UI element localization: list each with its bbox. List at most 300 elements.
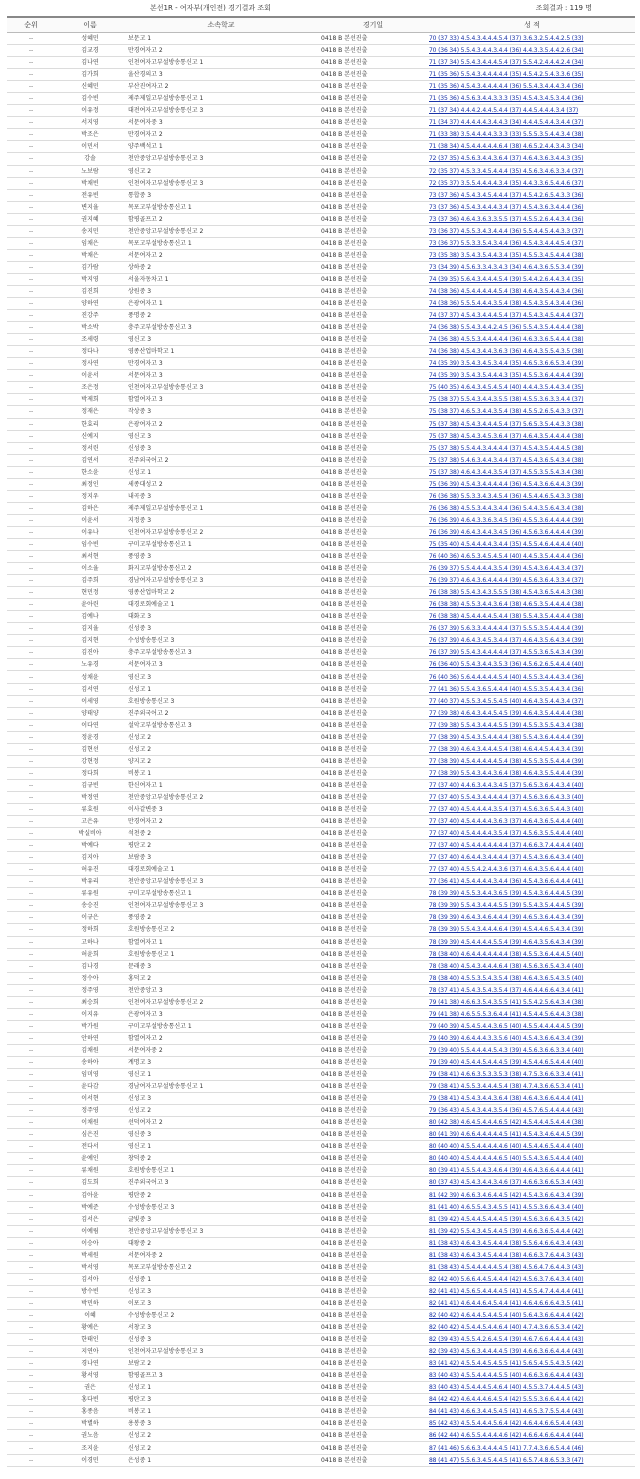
- score-link[interactable]: 77 (40 37) 4.5.5.3.4.5.5.4.5 (40) 4.6.4.3.5.4.4.3.4 (37): [429, 697, 584, 705]
- score-link[interactable]: 71 (33 38) 3.5.4.4.4.4.3.3.3 (33) 5.5.5.3.5.4.4.3.4 (38): [429, 131, 584, 139]
- score-link[interactable]: 84 (42 42) 4.6.4.4.4.6.4.5.4 (42) 5.5.5.3.6.6.4.4.4 (42): [429, 1396, 584, 1404]
- school-name: 창덕중 2: [125, 1153, 317, 1165]
- score-link[interactable]: 71 (35 36) 4.5.4.3.4.4.4.4.4 (36) 5.5.4.3.4.4.4.3.4 (36): [429, 83, 584, 91]
- score-link[interactable]: 76 (39 37) 4.6.4.3.6.4.4.4.4 (39) 4.5.6.3.6.4.3.3.4 (37): [429, 577, 584, 585]
- score-link[interactable]: 77 (39 38) 5.5.4.3.4.4.4.5.5 (39) 4.5.5.3.5.5.4.3.4 (38): [429, 721, 584, 729]
- match-date: 0418 B 본선진출: [317, 310, 429, 322]
- score-cell: [429, 972, 635, 984]
- match-date: 0418 B 본선진출: [317, 1394, 429, 1406]
- player-name: 이혜: [55, 1309, 125, 1321]
- rank-cell: --: [7, 948, 55, 960]
- score-link[interactable]: 79 (38 41) 4.5.5.3.4.4.4.5.4 (38) 4.7.4.3.6.6.5.3.4 (41): [429, 1083, 584, 1091]
- rank-cell: --: [7, 382, 55, 394]
- score-link[interactable]: 82 (40 42) 4.5.4.4.5.4.4.6.4 (40) 4.7.4.3.6.6.5.3.4 (42): [429, 1324, 584, 1332]
- score-cell: [429, 430, 635, 442]
- score-cell: [429, 1430, 635, 1442]
- score-link[interactable]: 72 (37 35) 4.5.6.3.4.4.3.6.4 (37) 4.6.4.3.6.3.4.4.3 (35): [429, 155, 584, 163]
- score-link[interactable]: 81 (42 39) 4.6.6.3.4.6.4.4.5 (42) 4.5.4.3.6.6.4.3.4 (39): [429, 1191, 584, 1199]
- score-link[interactable]: 78 (38 40) 4.6.4.4.4.4.4.4.4 (38) 4.5.5.3.6.4.4.4.5 (40): [429, 950, 584, 958]
- score-link[interactable]: 74 (37 37) 4.5.4.3.4.4.4.5.4 (37) 4.5.4.3.4.5.4.4.4 (37): [429, 312, 584, 320]
- match-date: 0418 B 본선진출: [317, 647, 429, 659]
- score-link[interactable]: 78 (39 39) 5.5.4.3.4.4.4.5.5 (39) 5.5.4.3.5.4.4.4.5 (39): [429, 902, 584, 910]
- rank-cell: --: [7, 671, 55, 683]
- rank-cell: --: [7, 502, 55, 514]
- player-name: 강현정: [55, 755, 125, 767]
- score-link[interactable]: 77 (36 41) 4.5.4.4.4.4.3.4.4 (36) 4.5.4.3.6.6.4.4.4 (41): [429, 878, 584, 886]
- score-cell: [429, 153, 635, 165]
- table-header-row: [7, 17, 635, 33]
- rank-cell: --: [7, 1201, 55, 1213]
- score-link[interactable]: 79 (38 41) 4.5.4.3.4.4.3.6.4 (38) 4.6.4.3.6.6.4.4.4 (41): [429, 1095, 584, 1103]
- rank-cell: --: [7, 1020, 55, 1032]
- score-link[interactable]: 79 (39 40) 4.5.4.4.5.4.4.4.5 (39) 4.5.4.4.6.5.4.4.4 (40): [429, 1059, 584, 1066]
- school-name: 목포고부설방송통신고 1: [125, 201, 317, 213]
- score-link[interactable]: 74 (35 39) 3.5.4.3.5.4.4.4.3 (35) 4.5.5.3.6.4.4.4.4 (39): [429, 372, 584, 380]
- score-cell: [429, 237, 635, 249]
- score-cell: [429, 129, 635, 141]
- school-name: 신성고 2: [125, 743, 317, 755]
- table-row: [7, 1273, 635, 1285]
- player-name: 김지율: [55, 623, 125, 635]
- score-link[interactable]: 81 (38 43) 4.5.4.4.4.4.4.5.4 (38) 4.5.6.4.7.6.4.4.3 (43): [429, 1263, 584, 1271]
- rank-cell: --: [7, 310, 55, 322]
- score-link[interactable]: 75 (38 37) 4.6.5.3.4.4.3.5.4 (38) 4.5.5.2.6.5.4.3.3 (37): [429, 408, 584, 416]
- match-date: 0418 B 본선진출: [317, 261, 429, 273]
- score-link[interactable]: 87 (41 46) 5.6.6.3.4.4.4.4.5 (41) 7.7.4.3.6.6.5.4.4 (46): [429, 1444, 584, 1452]
- score-link[interactable]: 79 (38 41) 4.6.6.3.5.3.3.5.3 (38) 4.7.5.3.6.6.3.3.4 (41): [429, 1071, 584, 1079]
- table-row: [7, 779, 635, 791]
- table-row: [7, 442, 635, 454]
- score-cell: [429, 804, 635, 816]
- match-date: 0418 B 본선진출: [317, 1165, 429, 1177]
- score-cell: [429, 900, 635, 912]
- score-cell: [429, 864, 635, 876]
- player-name: 조은정: [55, 382, 125, 394]
- score-link[interactable]: 88 (41 47) 5.5.6.3.4.5.4.4.5 (41) 6.5.7.4.8.6.5.3.3 (47): [429, 1456, 584, 1464]
- score-link[interactable]: 73 (37 36) 4.5.4.3.4.5.4.4.4 (37) 4.5.4.2.6.5.4.3.3 (36): [429, 191, 584, 199]
- score-link[interactable]: 77 (41 36) 5.5.4.3.6.5.4.4.4 (40) 4.5.5.3.5.4.4.3.4 (36): [429, 685, 584, 693]
- score-cell: [429, 382, 635, 394]
- rank-cell: --: [7, 418, 55, 430]
- school-name: 신성고 2: [125, 731, 317, 743]
- rank-cell: --: [7, 1117, 55, 1129]
- score-link[interactable]: 81 (41 40) 4.6.5.5.4.3.4.5.5 (41) 4.5.5.3.6.6.4.3.4 (40): [429, 1203, 584, 1211]
- score-link[interactable]: 80 (40 40) 4.5.4.4.4.4.4.6.5 (40) 5.5.4.3.6.5.4.4.4 (40): [429, 1155, 584, 1163]
- score-link[interactable]: 81 (38 43) 4.6.4.3.4.5.4.4.4 (38) 5.5.6.4.6.6.4.3.4 (43): [429, 1239, 584, 1247]
- score-link[interactable]: 76 (36 38) 5.5.3.3.4.3.4.5.4 (36) 4.5.4.4.6.5.4.3.3 (38): [429, 492, 584, 500]
- match-date: 0418 B 본선진출: [317, 237, 429, 249]
- score-link[interactable]: 81 (39 42) 4.5.4.4.5.4.4.4.5 (39) 4.5.6.3.6.6.4.3.5 (42): [429, 1215, 584, 1223]
- score-link[interactable]: 82 (41 41) 4.5.6.5.4.4.4.4.5 (41) 4.5.5.4.7.4.4.4.4 (41): [429, 1287, 584, 1295]
- score-link[interactable]: 71 (35 36) 5.5.4.3.4.4.4.4.4 (35) 4.5.4.2.5.4.3.3.6 (35): [429, 71, 584, 79]
- score-link[interactable]: 77 (37 40) 4.5.4.4.4.4.4.4.4 (37) 4.6.6.3.7.4.4.4.4 (40): [429, 842, 584, 850]
- rank-cell: --: [7, 1093, 55, 1105]
- score-cell: [429, 201, 635, 213]
- score-link[interactable]: 80 (37 43) 4.5.4.3.4.4.3.4.6 (37) 4.6.6.3.6.6.5.3.4 (43): [429, 1179, 584, 1187]
- score-link[interactable]: 77 (37 40) 4.5.4.4.4.4.3.5.4 (37) 4.5.6.3.6.5.4.4.3 (40): [429, 806, 584, 814]
- player-name: 김주희: [55, 575, 125, 587]
- match-date: 0418 B 본선진출: [317, 201, 429, 213]
- player-name: 고하나: [55, 936, 125, 948]
- rank-cell: --: [7, 888, 55, 900]
- school-name: 영신고 1: [125, 1069, 317, 1081]
- score-link[interactable]: 75 (37 38) 4.5.4.3.4.5.3.6.4 (37) 4.6.4.3.5.4.4.4.4 (38): [429, 432, 584, 440]
- table-row: [7, 1141, 635, 1153]
- school-name: 이사같변중 3: [125, 804, 317, 816]
- score-link[interactable]: 76 (38 38) 5.5.4.3.4.3.5.5.5 (38) 4.5.4.3.6.5.4.4.3 (38): [429, 589, 584, 597]
- match-date: 0418 B 본선진출: [317, 514, 429, 526]
- match-date: 0418 B 본선진출: [317, 1032, 429, 1044]
- table-row: [7, 466, 635, 478]
- match-date: 0418 B 본선진출: [317, 358, 429, 370]
- score-link[interactable]: 73 (35 38) 3.5.4.3.5.4.4.3.4 (35) 4.5.5.3.4.5.4.4.4 (38): [429, 251, 584, 259]
- table-row: [7, 237, 635, 249]
- score-link[interactable]: 83 (40 43) 4.5.5.4.4.4.4.5.5 (40) 4.6.6.3.6.6.4.4.4 (43): [429, 1372, 584, 1380]
- match-date: 0418 B 본선진출: [317, 551, 429, 563]
- school-name: 신성고 3: [125, 1285, 317, 1297]
- score-link[interactable]: 75 (38 37) 5.5.4.3.4.4.3.5.5 (38) 4.5.5.3.6.3.3.4.4 (37): [429, 396, 584, 404]
- school-name: 서울자동차고 1: [125, 273, 317, 285]
- score-link[interactable]: 77 (38 39) 5.5.4.3.4.4.3.6.4 (38) 4.6.4.3.5.5.4.4.4 (39): [429, 769, 584, 777]
- score-link[interactable]: 85 (42 43) 4.5.5.4.4.4.5.6.4 (42) 4.6.4.4.6.6.5.4.4 (43): [429, 1420, 584, 1428]
- score-link[interactable]: 77 (38 39) 4.5.4.3.5.4.4.4.4 (38) 5.5.4.3.6.4.4.4.4 (39): [429, 733, 584, 741]
- table-row: [7, 117, 635, 129]
- player-name: 박정연: [55, 791, 125, 803]
- rank-cell: --: [7, 249, 55, 261]
- score-link[interactable]: 84 (41 43) 4.6.6.3.4.4.5.4.5 (41) 4.6.5.3.7.5.5.4.4 (43): [429, 1408, 584, 1416]
- table-row: [7, 1225, 635, 1237]
- player-name: 허유진: [55, 864, 125, 876]
- match-date: 0418 B 본선진출: [317, 1225, 429, 1237]
- player-name: 이민서: [55, 141, 125, 153]
- rank-cell: --: [7, 273, 55, 285]
- score-link[interactable]: 74 (39 35) 5.6.4.3.4.4.4.5.4 (39) 5.4.4.2.6.4.4.3.4 (35): [429, 275, 584, 283]
- match-date: 0418 B 본선진출: [317, 611, 429, 623]
- score-link[interactable]: 76 (36 40) 5.5.4.3.4.4.3.5.3 (36) 4.5.6.2.6.5.4.4.4 (40): [429, 661, 584, 669]
- score-cell: [429, 141, 635, 153]
- table-row: [7, 984, 635, 996]
- match-date: 0418 B 본선진출: [317, 153, 429, 165]
- rank-cell: --: [7, 1309, 55, 1321]
- score-cell: [429, 1069, 635, 1081]
- score-link[interactable]: 80 (39 41) 4.5.5.4.4.3.4.6.4 (39) 4.6.4.3.6.6.4.4.4 (41): [429, 1167, 584, 1175]
- rank-cell: --: [7, 623, 55, 635]
- school-name: 호원방송통신고 2: [125, 924, 317, 936]
- score-link[interactable]: 73 (37 36) 4.6.4.3.6.3.3.5.5 (37) 4.5.5.2.6.4.4.3.4 (36): [429, 215, 584, 223]
- rank-cell: --: [7, 538, 55, 550]
- score-link[interactable]: 80 (41 39) 4.6.6.4.4.4.4.4.5 (41) 4.5.4.3.4.6.4.4.5 (39): [429, 1131, 584, 1139]
- score-link[interactable]: 75 (37 38) 5.4.6.3.4.4.3.4.4 (37) 4.5.4.3.6.5.4.3.4 (38): [429, 456, 584, 464]
- rank-cell: --: [7, 719, 55, 731]
- score-cell: [429, 828, 635, 840]
- col-name-header: 이름: [55, 17, 125, 33]
- score-link[interactable]: 82 (42 40) 5.6.6.4.4.5.4.4.4 (42) 4.5.6.3.7.6.4.3.4 (40): [429, 1275, 584, 1283]
- score-link[interactable]: 75 (36 39) 4.5.4.3.4.4.4.4.4 (36) 4.5.4.3.6.6.4.4.3 (39): [429, 480, 584, 488]
- player-name: 이세영: [55, 695, 125, 707]
- school-name: 평탄중 2: [125, 1189, 317, 1201]
- score-link[interactable]: 74 (36 38) 4.5.5.3.4.4.4.4.4 (36) 4.6.3.3.6.5.4.4.4 (38): [429, 336, 584, 344]
- score-link[interactable]: 77 (37 40) 4.5.4.4.4.4.3.5.4 (37) 4.5.6.3.5.5.4.4.4 (40): [429, 830, 584, 838]
- score-link[interactable]: 78 (39 39) 4.5.5.3.4.4.3.6.5 (39) 4.5.4.3.6.4.4.4.5 (39): [429, 890, 584, 898]
- rank-cell: --: [7, 33, 55, 45]
- school-name: 계명고 3: [125, 1056, 317, 1068]
- player-name: 이유나: [55, 526, 125, 538]
- player-name: 이다연: [55, 719, 125, 731]
- match-date: 0418 B 본선진출: [317, 189, 429, 201]
- score-link[interactable]: 76 (40 36) 4.6.5.3.4.5.4.5.4 (40) 4.4.5.3.5.4.4.4.4 (36): [429, 553, 584, 561]
- score-link[interactable]: 75 (35 40) 4.5.4.4.4.4.3.4.4 (35) 4.5.5.4.6.4.4.4.4 (40): [429, 540, 584, 548]
- score-link[interactable]: 76 (40 36) 5.6.4.4.4.4.4.5.4 (40) 4.5.5.3.4.4.4.3.4 (36): [429, 673, 584, 681]
- school-name: 서문여자고 3: [125, 659, 317, 671]
- match-date: 0418 B 본선진출: [317, 936, 429, 948]
- rank-cell: --: [7, 514, 55, 526]
- school-name: 제주제일고부설방송통신고 1: [125, 502, 317, 514]
- rank-cell: --: [7, 1442, 55, 1454]
- score-link[interactable]: 74 (36 38) 5.5.4.3.4.4.2.4.5 (36) 5.5.4.3.5.4.4.4.4 (38): [429, 324, 584, 332]
- score-link[interactable]: 70 (36 34) 5.5.4.3.4.4.3.4.4 (36) 4.4.3.3.5.4.4.2.6 (34): [429, 47, 584, 55]
- player-name: 김규빈: [55, 779, 125, 791]
- rank-cell: --: [7, 1189, 55, 1201]
- school-name: 수성방송통신고 3: [125, 1201, 317, 1213]
- score-link[interactable]: 79 (36 43) 4.5.4.3.4.4.3.5.4 (36) 4.5.7.6.5.4.4.4.4 (43): [429, 1107, 584, 1115]
- player-name: 송하아: [55, 1056, 125, 1068]
- score-link[interactable]: 71 (35 36) 4.5.6.3.4.4.3.3.3 (35) 4.5.4.3.4.5.3.4.4 (36): [429, 95, 584, 103]
- score-link[interactable]: 76 (39 37) 5.5.4.4.4.4.3.5.4 (39) 4.5.4.3.6.4.4.3.4 (37): [429, 565, 584, 573]
- score-link[interactable]: 76 (37 39) 5.6.3.3.4.4.4.4.4 (37) 5.5.5.3.5.4.4.4.4 (39): [429, 625, 584, 633]
- score-cell: [429, 310, 635, 322]
- school-name: 영신고 3: [125, 671, 317, 683]
- school-name: 화지고부설방송통신고 2: [125, 563, 317, 575]
- score-link[interactable]: 73 (34 39) 4.5.6.3.3.4.3.4.3 (34) 4.6.4.3.6.5.5.3.4 (39): [429, 263, 584, 271]
- table-row: [7, 1008, 635, 1020]
- player-name: 박소박: [55, 322, 125, 334]
- score-link[interactable]: 82 (39 43) 4.5.5.4.2.6.4.5.4 (39) 4.6.7.6.6.4.4.4.4 (43): [429, 1336, 584, 1344]
- score-link[interactable]: 79 (41 38) 4.6.5.5.5.3.6.4.4 (41) 4.5.4.4.5.6.4.4.3 (38): [429, 1010, 584, 1018]
- table-row: [7, 960, 635, 972]
- match-date: 0418 B 본선진출: [317, 731, 429, 743]
- score-cell: [429, 478, 635, 490]
- school-name: 비봉고 1: [125, 1406, 317, 1418]
- score-link[interactable]: 76 (36 39) 4.6.4.3.3.6.3.4.5 (36) 4.5.5.3.6.4.4.4.4 (39): [429, 516, 584, 524]
- score-link[interactable]: 74 (38 36) 4.5.4.4.4.4.4.5.4 (38) 4.6.4.3.5.4.4.3.4 (36): [429, 288, 584, 295]
- score-link[interactable]: 72 (35 37) 4.5.3.3.4.5.4.4.4 (35) 4.5.6.3.4.6.3.3.4 (37): [429, 167, 584, 175]
- score-link[interactable]: 79 (40 39) 4.5.4.5.4.4.3.6.5 (40) 4.5.5.4.4.4.4.4.5 (39): [429, 1022, 584, 1030]
- score-cell: [429, 683, 635, 695]
- results-header: [0, 0, 640, 16]
- rank-cell: --: [7, 1141, 55, 1153]
- player-name: 최서현: [55, 551, 125, 563]
- table-row: [7, 1056, 635, 1068]
- match-date: 0418 B 본선진출: [317, 828, 429, 840]
- score-link[interactable]: 78 (37 41) 4.5.4.3.5.4.3.5.4 (37) 4.6.4.4.6.6.4.3.4 (41): [429, 986, 584, 994]
- score-link[interactable]: 78 (38 40) 4.5.4.3.4.4.4.6.4 (38) 4.5.6.3.6.5.4.3.4 (40): [429, 962, 584, 970]
- table-row: [7, 201, 635, 213]
- match-date: 0418 B 본선진출: [317, 177, 429, 189]
- rank-cell: --: [7, 478, 55, 490]
- table-row: [7, 936, 635, 948]
- table-row: [7, 1430, 635, 1442]
- player-name: 김지아: [55, 852, 125, 864]
- score-link[interactable]: 86 (42 44) 4.6.5.5.4.4.4.4.6 (42) 4.6.6.4.6.6.4.4.4 (44): [429, 1432, 584, 1440]
- score-link[interactable]: 75 (37 38) 4.5.4.3.4.4.4.5.4 (37) 5.6.5.3.5.4.4.3.3 (38): [429, 420, 584, 428]
- player-name: 김나연: [55, 57, 125, 69]
- score-cell: [429, 45, 635, 57]
- rank-cell: --: [7, 1069, 55, 1081]
- rank-cell: --: [7, 924, 55, 936]
- score-link[interactable]: 76 (38 38) 4.5.4.4.4.4.5.4.4 (38) 5.5.4.3.5.4.4.4.4 (38): [429, 613, 584, 621]
- score-link[interactable]: 77 (39 38) 4.6.4.3.4.4.5.4.5 (39) 4.6.4.3.5.4.4.4.4 (38): [429, 709, 584, 717]
- score-cell: [429, 93, 635, 105]
- score-link[interactable]: 81 (38 43) 4.6.4.3.4.5.4.4.4 (38) 4.6.6.3.7.6.4.4.3 (43): [429, 1251, 584, 1259]
- match-date: 0418 B 본선진출: [317, 33, 429, 45]
- score-cell: [429, 671, 635, 683]
- score-link[interactable]: 77 (37 40) 4.4.6.3.4.4.3.4.5 (37) 5.6.5.3.6.4.4.3.4 (40): [429, 781, 584, 789]
- table-row: [7, 900, 635, 912]
- player-name: 최정인: [55, 478, 125, 490]
- score-link[interactable]: 71 (37 34) 4.4.4.2.4.4.5.4.4 (37) 4.4.5.4.4.4.3.4 (37): [429, 107, 579, 115]
- score-link[interactable]: 75 (37 38) 4.6.4.3.4.4.3.5.4 (37) 4.5.5.3.5.5.4.3.4 (38): [429, 468, 584, 476]
- table-row: [7, 165, 635, 177]
- player-name: 김서연: [55, 683, 125, 695]
- table-row: [7, 599, 635, 611]
- rank-cell: --: [7, 647, 55, 659]
- score-cell: [429, 490, 635, 502]
- score-link[interactable]: 77 (38 39) 4.6.4.3.4.4.4.5.4 (38) 4.6.4.4.5.4.4.3.4 (39): [429, 745, 584, 753]
- score-link[interactable]: 79 (39 40) 5.5.4.4.4.4.5.4.3 (39) 4.5.6.3.6.6.3.3.4 (40): [429, 1046, 584, 1054]
- score-link[interactable]: 74 (38 36) 5.5.5.4.4.4.3.5.4 (38) 4.5.4.3.5.4.3.4.4 (36): [429, 300, 584, 308]
- school-name: 글빛중 3: [125, 1213, 317, 1225]
- score-link[interactable]: 77 (38 39) 4.5.4.4.4.4.4.5.4 (38) 4.5.5.3.5.5.4.4.4 (39): [429, 757, 584, 765]
- rank-cell: --: [7, 587, 55, 599]
- rank-cell: --: [7, 213, 55, 225]
- table-row: [7, 852, 635, 864]
- score-link[interactable]: 81 (39 42) 5.5.4.3.4.5.4.4.5 (39) 4.6.6.3.6.5.4.4.4 (42): [429, 1227, 584, 1235]
- school-name: 신성고 3: [125, 1093, 317, 1105]
- school-name: 인천여자고부설방송통신고 2: [125, 996, 317, 1008]
- score-link[interactable]: 77 (37 40) 4.5.4.4.4.4.3.6.3 (37) 4.6.4.3.6.5.4.4.4 (40): [429, 818, 584, 826]
- score-link[interactable]: 75 (40 35) 4.6.4.3.4.5.4.5.4 (40) 4.4.4.3.5.4.4.3.4 (35): [429, 384, 584, 392]
- table-row: [7, 526, 635, 538]
- rank-cell: --: [7, 1008, 55, 1020]
- score-link[interactable]: 71 (37 34) 5.5.4.3.4.4.4.5.4 (37) 5.5.4.2.4.4.4.2.4 (34): [429, 59, 584, 67]
- score-cell: [429, 575, 635, 587]
- score-link[interactable]: 77 (37 40) 4.6.4.4.3.4.4.4.4 (37) 4.5.4.3.6.6.4.3.4 (40): [429, 854, 584, 862]
- player-name: 김채원: [55, 1044, 125, 1056]
- table-row: [7, 1105, 635, 1117]
- score-link[interactable]: 82 (41 41) 4.6.4.4.6.4.5.4.4 (41) 4.6.4.6.6.6.4.3.5 (41): [429, 1299, 584, 1307]
- match-date: 0418 B 본선진출: [317, 394, 429, 406]
- match-date: 0418 B 본선진출: [317, 273, 429, 285]
- match-date: 0418 B 본선진출: [317, 888, 429, 900]
- school-name: 신성중 3: [125, 1334, 317, 1346]
- player-name: 한태인: [55, 1334, 125, 1346]
- player-name: 김도희: [55, 1177, 125, 1189]
- score-link[interactable]: 80 (42 38) 4.6.4.5.4.4.4.6.5 (42) 4.5.4.4.4.5.4.4.4 (38): [429, 1119, 584, 1127]
- score-link[interactable]: 72 (35 37) 3.5.5.4.4.4.4.3.4 (35) 4.4.3.3.6.5.4.4.6 (37): [429, 179, 584, 187]
- table-row: [7, 273, 635, 285]
- match-date: 0418 B 본선진출: [317, 876, 429, 888]
- table-row: [7, 334, 635, 346]
- rank-cell: --: [7, 779, 55, 791]
- score-link[interactable]: 83 (40 43) 4.5.4.4.4.5.4.6.4 (40) 4.5.5.3.7.4.4.4.5 (43): [429, 1384, 584, 1392]
- score-link[interactable]: 73 (36 37) 5.5.3.3.5.4.3.4.4 (36) 4.5.4.3.4.4.4.5.4 (37): [429, 239, 584, 247]
- match-date: 0418 B 본선진출: [317, 719, 429, 731]
- score-link[interactable]: 71 (38 34) 4.5.4.4.4.4.4.6.4 (38) 4.6.5.2.4.4.3.4.3 (34): [429, 143, 584, 151]
- score-link[interactable]: 78 (39 39) 4.5.4.4.4.4.5.5.4 (39) 4.6.4.3.5.6.4.3.4 (39): [429, 938, 584, 946]
- score-link[interactable]: 77 (37 40) 4.5.5.4.2.4.4.3.6 (37) 4.6.4.3.5.6.4.4.4 (40): [429, 866, 584, 874]
- player-name: 박실비아: [55, 828, 125, 840]
- score-link[interactable]: 76 (36 38) 4.5.5.3.4.4.3.4.4 (36) 5.4.4.3.5.6.4.3.4 (38): [429, 504, 584, 512]
- score-cell: [429, 755, 635, 767]
- school-name: 천안중앙고 3: [125, 984, 317, 996]
- score-link[interactable]: 76 (37 39) 5.5.4.3.4.4.4.4.4 (37) 4.5.5.3.6.5.4.3.4 (39): [429, 649, 584, 657]
- table-row: [7, 743, 635, 755]
- player-name: 박채은: [55, 249, 125, 261]
- school-name: 수성방송통신고 2: [125, 1309, 317, 1321]
- rank-cell: --: [7, 635, 55, 647]
- school-name: 만경여자고 3: [125, 358, 317, 370]
- school-name: 목포고부설방송통신고 1: [125, 237, 317, 249]
- player-name: 현민정: [55, 587, 125, 599]
- score-link[interactable]: 71 (34 37) 4.4.4.4.4.3.4.4.3 (34) 4.4.4.5.4.4.3.4.4 (37): [429, 119, 584, 127]
- score-link[interactable]: 75 (37 38) 5.5.4.4.3.4.4.4.4 (37) 4.5.4.3.5.4.4.4.5 (38): [429, 444, 584, 452]
- rank-cell: --: [7, 876, 55, 888]
- score-link[interactable]: 70 (37 33) 4.5.4.3.4.4.4.5.4 (37) 3.6.3.2.5.4.4.2.5 (33): [429, 35, 584, 43]
- score-link[interactable]: 78 (39 39) 5.5.4.3.4.4.4.6.4 (39) 4.5.4.4.6.5.4.3.4 (39): [429, 926, 584, 934]
- table-row: [7, 972, 635, 984]
- score-link[interactable]: 74 (36 38) 4.5.4.3.4.4.3.6.3 (36) 4.6.4.3.5.5.4.3.5 (38): [429, 348, 584, 356]
- rank-cell: --: [7, 225, 55, 237]
- score-cell: [429, 1358, 635, 1370]
- school-name: 대화고 3: [125, 611, 317, 623]
- score-cell: [429, 189, 635, 201]
- score-link[interactable]: 76 (37 39) 4.6.4.3.4.5.3.4.4 (37) 4.6.4.3.5.6.4.3.4 (39): [429, 637, 584, 645]
- score-cell: [429, 731, 635, 743]
- player-name: 이서현: [55, 1093, 125, 1105]
- school-name: 이포고 3: [125, 1297, 317, 1309]
- rank-cell: --: [7, 755, 55, 767]
- score-link[interactable]: 74 (35 39) 3.5.4.3.4.5.3.4.4 (35) 4.6.5.3.6.6.5.3.4 (39): [429, 360, 584, 368]
- rank-cell: --: [7, 599, 55, 611]
- rank-cell: --: [7, 1394, 55, 1406]
- match-date: 0418 B 본선진출: [317, 864, 429, 876]
- score-link[interactable]: 83 (41 42) 4.5.5.4.4.5.4.5.5 (41) 5.6.5.4.5.5.4.3.5 (42): [429, 1360, 584, 1368]
- score-cell: [429, 322, 635, 334]
- score-link[interactable]: 79 (41 38) 4.6.6.3.5.4.3.5.5 (41) 5.5.4.2.5.6.4.3.4 (38): [429, 998, 584, 1006]
- table-row: [7, 647, 635, 659]
- score-link[interactable]: 80 (40 40) 4.5.5.4.4.4.4.4.6 (40) 4.5.4.4.6.5.4.4.4 (40): [429, 1143, 584, 1151]
- score-link[interactable]: 79 (40 39) 4.6.4.4.4.3.3.5.6 (40) 4.5.4.3.6.6.4.3.4 (39): [429, 1034, 584, 1042]
- table-row: [7, 1189, 635, 1201]
- score-cell: [429, 1334, 635, 1346]
- school-name: 용봉중 3: [125, 1418, 317, 1430]
- score-link[interactable]: 82 (40 42) 4.6.4.4.5.4.4.5.4 (40) 5.6.4.3.6.6.4.4.4 (42): [429, 1311, 584, 1319]
- score-link[interactable]: 73 (37 36) 4.5.4.3.4.4.4.3.4 (37) 4.5.4.3.6.3.4.4.4 (36): [429, 203, 584, 211]
- score-link[interactable]: 76 (36 39) 4.6.4.3.4.4.3.4.5 (36) 4.5.6.3.6.4.4.4.4 (39): [429, 528, 584, 536]
- score-link[interactable]: 73 (36 37) 4.5.5.3.4.3.4.4.4 (36) 5.5.4.4.5.4.4.3.3 (37): [429, 227, 584, 235]
- score-link[interactable]: 82 (39 43) 4.5.6.3.4.4.4.4.5 (39) 4.6.6.3.6.6.4.4.4 (43): [429, 1348, 584, 1356]
- school-name: 경남여자고부설방송통신고 1: [125, 1081, 317, 1093]
- score-link[interactable]: 78 (38 40) 4.5.5.3.5.4.3.5.4 (38) 4.6.4.3.6.5.4.3.5 (40): [429, 974, 584, 982]
- match-date: 0418 B 본선진출: [317, 1093, 429, 1105]
- match-date: 0418 B 본선진출: [317, 225, 429, 237]
- table-row: [7, 1394, 635, 1406]
- score-link[interactable]: 77 (37 40) 5.5.4.3.4.4.4.4.4 (37) 4.5.6.3.6.6.4.3.3 (40): [429, 793, 584, 801]
- school-name: 은광여자고 3: [125, 1008, 317, 1020]
- score-cell: [429, 767, 635, 779]
- score-link[interactable]: 78 (39 39) 4.6.4.3.4.6.4.4.4 (39) 4.6.5.3.6.4.4.3.4 (39): [429, 914, 584, 922]
- score-link[interactable]: 76 (38 38) 4.5.5.3.4.4.3.6.4 (38) 4.6.5.3.5.4.4.4.4 (38): [429, 601, 584, 609]
